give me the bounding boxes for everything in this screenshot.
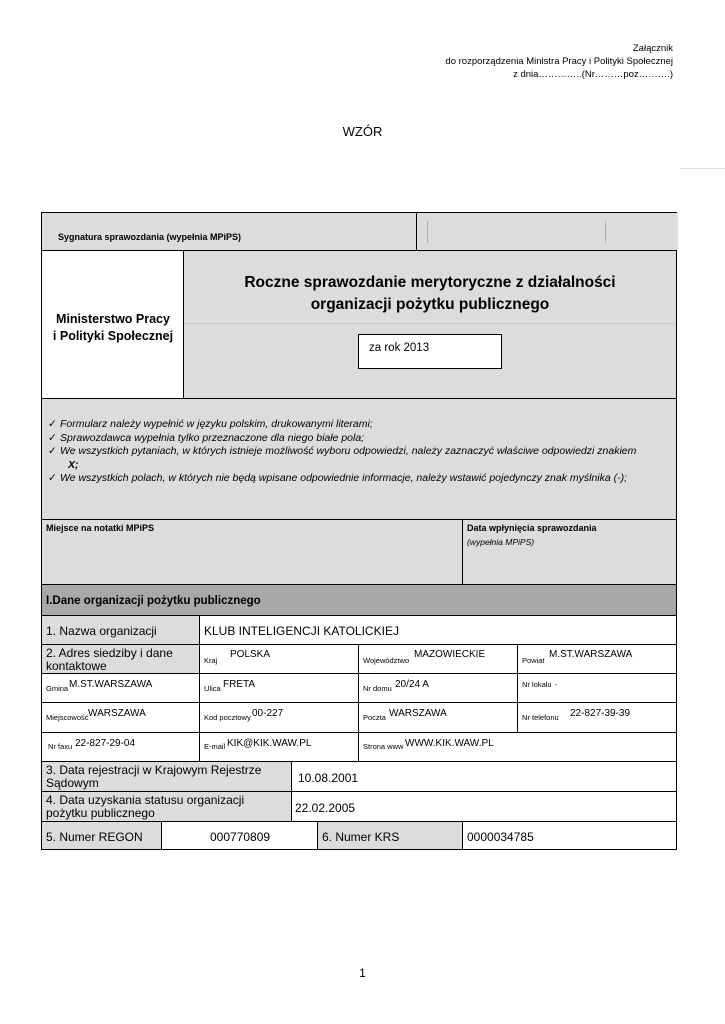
- website-label: Strona www: [363, 742, 404, 751]
- signature-field[interactable]: [416, 213, 678, 250]
- krs-field[interactable]: [463, 822, 676, 849]
- registration-label: 3. Data rejestracji w Krajowym Rejestrze Sądowym: [46, 763, 262, 790]
- status-date-field[interactable]: [292, 792, 676, 822]
- post-office-value: WARSZAWA: [389, 708, 447, 719]
- postal-code-field[interactable]: [200, 703, 359, 733]
- status-date-value: 22.02.2005: [295, 801, 356, 815]
- instruction-item: ✓ We wszystkich pytaniach, w których istnieje możliwość wyboru odpowiedzi, należy zaznaczyć właściwe odpowiedzi znakiem: [48, 445, 637, 457]
- divider: [427, 221, 428, 243]
- signature-row: [42, 213, 676, 251]
- street-label: Ulica: [204, 684, 221, 693]
- country-label: Kraj: [204, 656, 218, 665]
- status-label: 4. Data uzyskania statusu organizacji pożytku publicznego: [46, 793, 245, 820]
- county-value: M.ST.WARSZAWA: [549, 649, 633, 660]
- instruction-item: ✓ We wszystkich polach, w których nie będą wpisane odpowiednie informacje, należy wstawić pojedynczy znak myślnika (-);: [48, 472, 628, 484]
- notes-label: Miejsce na notatki MPiPS: [46, 523, 155, 533]
- apartment-value: -: [555, 680, 558, 689]
- year-value: za rok 2013: [369, 342, 430, 354]
- notes-field: [42, 520, 463, 585]
- ministry-cell: [42, 251, 184, 399]
- instruction-continuation: X;: [68, 458, 79, 471]
- annex-line-3: z dnia…………..(Nr………poz……….): [513, 69, 673, 80]
- check-icon: ✓: [48, 472, 57, 484]
- year-field[interactable]: [358, 334, 502, 369]
- phone-field[interactable]: [518, 703, 676, 733]
- street-value: FRETA: [223, 679, 256, 690]
- org-name-value: KLUB INTELIGENCJI KATOLICKIEJ: [204, 624, 399, 638]
- signature-label: Sygnatura sprawozdania (wypełnia MPiPS): [58, 232, 242, 242]
- website-value: WWW.KIK.WAW.PL: [405, 738, 494, 749]
- section-1-header: [42, 585, 676, 616]
- receipt-date-field: [463, 520, 676, 585]
- house-number-field[interactable]: [359, 674, 518, 703]
- annex-header: [445, 42, 673, 81]
- phone-value: 22-827-39-39: [570, 708, 631, 719]
- ministry-line-2: i Polityki Społecznej: [52, 329, 174, 343]
- check-icon: ✓: [48, 431, 57, 444]
- registration-date-value: 10.08.2001: [298, 771, 359, 785]
- registration-date-field[interactable]: [292, 762, 676, 792]
- instructions-panel: [42, 399, 676, 520]
- fax-label: Nr faxu: [48, 742, 73, 751]
- instruction-item: ✓ Sprawozdawca wypełnia tylko przeznaczone dla niego białe pola;: [48, 431, 365, 444]
- locality-field[interactable]: [42, 703, 200, 733]
- voivodeship-value: MAZOWIECKIE: [414, 649, 486, 660]
- county-label: Powiat: [522, 656, 545, 665]
- email-label: E-mail: [204, 742, 226, 751]
- address-label: 2. Adres siedziby i dane kontaktowe: [46, 646, 173, 673]
- post-office-label: Poczta: [363, 713, 386, 722]
- instruction-item: ✓ Formularz należy wypełnić w języku polskim, drukowanymi literami;: [48, 418, 373, 430]
- email-value: KIK@KIK.WAW.PL: [227, 738, 312, 749]
- voivodeship-field[interactable]: [359, 645, 518, 674]
- form-frame: [41, 212, 677, 850]
- annex-line-2: do rozporządzenia Ministra Pracy i Polityki Społecznej: [445, 56, 673, 67]
- check-icon: ✓: [48, 445, 57, 457]
- report-title-line-1: Roczne sprawozdanie merytoryczne z działalności: [244, 274, 616, 291]
- email-field[interactable]: [200, 733, 359, 762]
- regon-label-cell: [42, 822, 162, 849]
- county-field[interactable]: [518, 645, 676, 674]
- fax-field[interactable]: [42, 733, 200, 762]
- org-name-label: 1. Nazwa organizacji: [46, 624, 157, 638]
- org-name-field[interactable]: [200, 616, 676, 645]
- divider: [680, 168, 725, 169]
- website-field[interactable]: [359, 733, 676, 762]
- divider: [605, 221, 606, 243]
- receipt-date-sub: (wypełnia MPiPS): [467, 537, 535, 547]
- street-field[interactable]: [200, 674, 359, 703]
- commune-field[interactable]: [42, 674, 200, 703]
- annex-line-1: Załącznik: [632, 43, 673, 54]
- krs-label-cell: [318, 822, 463, 849]
- template-title: WZÓR: [342, 124, 383, 139]
- regon-value: 000770809: [210, 830, 271, 844]
- regon-label: 5. Numer REGON: [46, 830, 143, 844]
- page-number: 1: [359, 966, 366, 980]
- country-value: POLSKA: [230, 649, 271, 660]
- report-title: [184, 272, 676, 316]
- divider: [184, 323, 676, 324]
- locality-label: Miejscowość: [46, 713, 89, 722]
- postal-code-value: 00-227: [252, 708, 284, 719]
- krs-label: 6. Numer KRS: [322, 830, 400, 844]
- registration-label-cell: [42, 762, 292, 792]
- apartment-label: Nr lokalu: [522, 680, 552, 689]
- commune-label: Gmina: [46, 684, 69, 693]
- org-name-label-cell: [42, 616, 200, 645]
- house-number-label: Nr domu: [363, 684, 392, 693]
- instructions-list: [48, 418, 672, 486]
- receipt-date-label: Data wpłynięcia sprawozdania: [467, 523, 597, 533]
- report-title-cell: [184, 251, 676, 399]
- voivodeship-label: Województwo: [363, 656, 410, 665]
- section-1-title: I.Dane organizacji pożytku publicznego: [46, 595, 261, 607]
- phone-label: Nr telefonu: [522, 713, 559, 722]
- post-office-field[interactable]: [359, 703, 518, 733]
- check-icon: ✓: [48, 418, 57, 430]
- ministry-name: [42, 311, 184, 345]
- fax-value: 22-827-29-04: [75, 738, 136, 749]
- commune-value: M.ST.WARSZAWA: [69, 679, 153, 690]
- krs-value: 0000034785: [467, 830, 534, 844]
- report-title-line-2: organizacji pożytku publicznego: [310, 296, 550, 313]
- regon-field[interactable]: [162, 822, 318, 849]
- country-field[interactable]: [200, 645, 359, 674]
- postal-code-label: Kod pocztowy: [204, 713, 251, 722]
- house-number-value: 20/24 A: [395, 679, 429, 690]
- locality-value: WARSZAWA: [88, 708, 146, 719]
- ministry-line-1: Ministerstwo Pracy: [56, 312, 170, 326]
- address-label-cell: [42, 645, 200, 674]
- apartment-field[interactable]: [518, 674, 676, 703]
- status-label-cell: [42, 792, 292, 822]
